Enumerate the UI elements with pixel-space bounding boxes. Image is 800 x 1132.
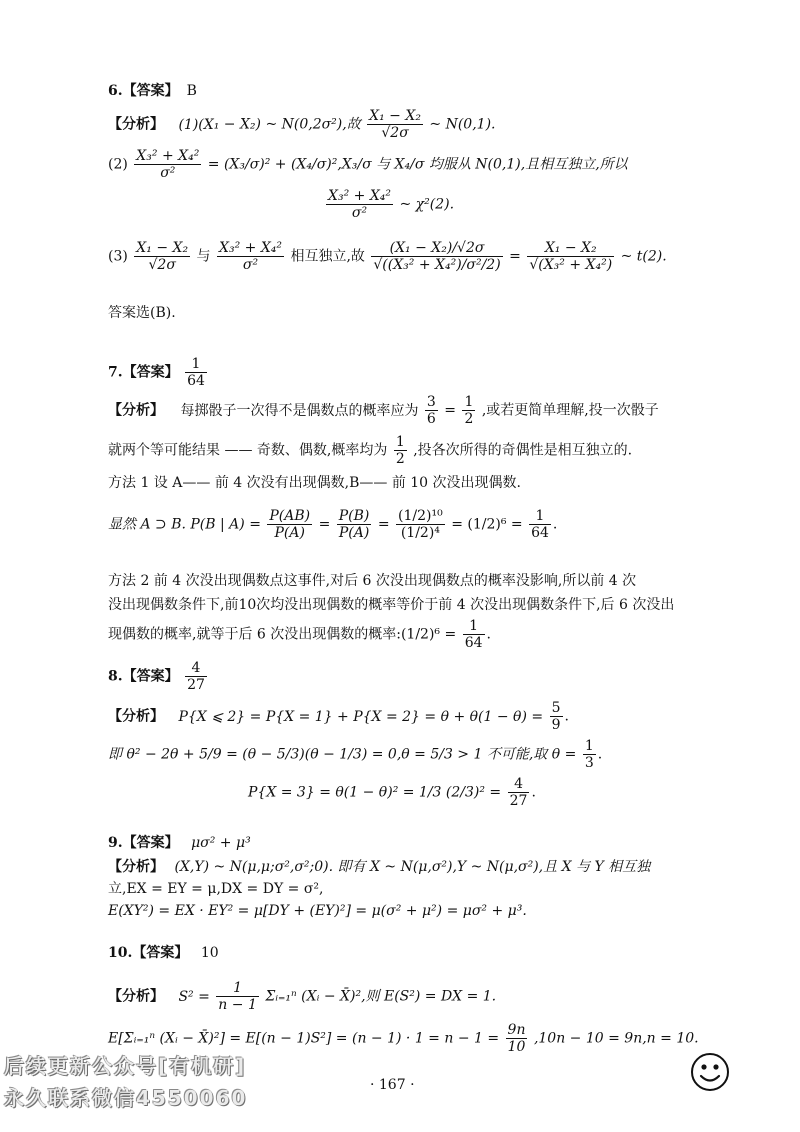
q7-method2-line2: 没出现偶数条件下,前10次均没出现偶数的概率等价于前 4 次没出现偶数条件下,后 6 次没出 [108, 597, 675, 613]
q6-analysis-line1: 【分析】 (1)(X₁ − X₂) ~ N(0,2σ²),故 $\frac{\text{X₁ − X₂}}{√2\sigma}$ ~ N(0,1). [108, 108, 496, 142]
page-number: · 167 · [370, 1077, 415, 1093]
q7-heading: 7.【答案】 $\frac{1}{64}$ [108, 356, 205, 390]
q9-analysis-line2: 立,EX = EY = μ,DX = DY = σ², [108, 881, 324, 897]
q6-conclusion: 答案选(B). [108, 305, 176, 321]
watermark-line2: 永久联系微信4550060 [4, 1086, 248, 1110]
q7-method2-line1: 方法 2 前 4 次没出现偶数点这事件,对后 6 次没出现偶数点的概率没影响,所以前 4 次 [108, 573, 637, 589]
q10-analysis-line1: 【分析】 S² = $\frac{1}{n - 1}$ Σᵢ₌₁ⁿ (Xᵢ − X̄)²,则 E(S²) = DX = 1. [108, 980, 497, 1014]
q7-analysis-line2: 就两个等可能结果 —— 奇数、偶数,概率均为 $\frac{1}{2}$ ,投各次所得的奇偶性是相互独立的. [108, 434, 633, 468]
q6-heading: 6.【答案】 B [108, 83, 197, 99]
q7-method2-line3: 现偶数的概率,就等于后 6 次没出现偶数的概率:(1/2)⁶ = $\frac{1}{64}$ . [108, 618, 491, 652]
watermark-line1: 后续更新公众号[有机研] [4, 1054, 247, 1078]
q10-heading: 10.【答案】 10 [108, 945, 219, 961]
q9-analysis-line3: E(XY²) = EX · EY² = μ[DY + (EY)²] = μ(σ² + μ²) = μσ² + μ³. [108, 903, 527, 919]
q6-analysis-line3: $\frac{\text{X₃² + X₄²}}{\text{σ²}}$ ~ χ²(2). [328, 188, 455, 222]
q8-analysis-line1: 【分析】 P{X ⩽ 2} = P{X = 1} + P{X = 2} = θ + θ(1 − θ) = $\frac{5}{9}$ . [108, 700, 569, 734]
q10-analysis-line2: E[Σᵢ₌₁ⁿ (Xᵢ − X̄)²] = E[(n − 1)S²] = (n − 1) · 1 = n − 1 = $\frac{9n}{10}$ ,10n − 10 = 9n,n = 10. [108, 1022, 699, 1056]
q8-heading: 8.【答案】 $\frac{4}{27}$ [108, 660, 205, 694]
q7-method1-equation: 显然 A ⊃ B. P(B | A) = $\frac{P(AB)}{P(A)}$ = $\frac{P(B)}{P(A)}$ = $\frac{\text{(1/2)¹⁰}}{\text{(1/2)⁴}}$ = (1/2)⁶ = $\frac{1}{64}$ . [108, 508, 558, 542]
q8-analysis-line2: 即 θ² − 2θ + 5/9 = (θ − 5/3)(θ − 1/3) = 0,θ = 5/3 > 1 不可能,取 θ = $\frac{1}{3}$ . [108, 738, 603, 772]
q7-method1: 方法 1 设 A—— 前 4 次没有出现偶数,B—— 前 10 次没出现偶数. [108, 475, 521, 491]
q8-analysis-line3: P{X = 3} = θ(1 − θ)² = 1/3 (2/3)² = $\frac{4}{27}$ . [248, 776, 536, 810]
q9-analysis-line1: 【分析】 (X,Y) ~ N(μ,μ;σ²,σ²;0). 即有 X ~ N(μ,σ²),Y ~ N(μ,σ²),且 X 与 Y 相互独 [108, 859, 651, 875]
q6-analysis-line4: (3) $\frac{\text{X₁ − X₂}}{√2\sigma}$ 与 $\frac{\text{X₃² + X₄²}}{\text{σ²}}$ 相互独立,故 $\frac{\text{(X₁ − X₂)/√2σ}}{\text{√((X₃² + X₄²)/σ²/2)}}$ = $\frac{\text{X₁ − X₂}}{\text{√(X₃² + X₄²)}}$ ~ t(2). [108, 240, 667, 274]
smiley-face-icon [690, 1052, 730, 1092]
q9-heading: 9.【答案】 μσ² + μ³ [108, 835, 251, 851]
q6-analysis-line2: (2) $\frac{\text{X₃² + X₄²}}{\text{σ²}}$ = (X₃/σ)² + (X₄/σ)²,X₃/σ 与 X₄/σ 均服从 N(0,1),且相互独立,所以 [108, 148, 628, 182]
q7-analysis-line1: 【分析】 每掷骰子一次得不是偶数点的概率应为 $\frac{3}{6}$ = $\frac{1}{2}$ ,或若更简单理解,投一次骰子 [108, 394, 659, 428]
